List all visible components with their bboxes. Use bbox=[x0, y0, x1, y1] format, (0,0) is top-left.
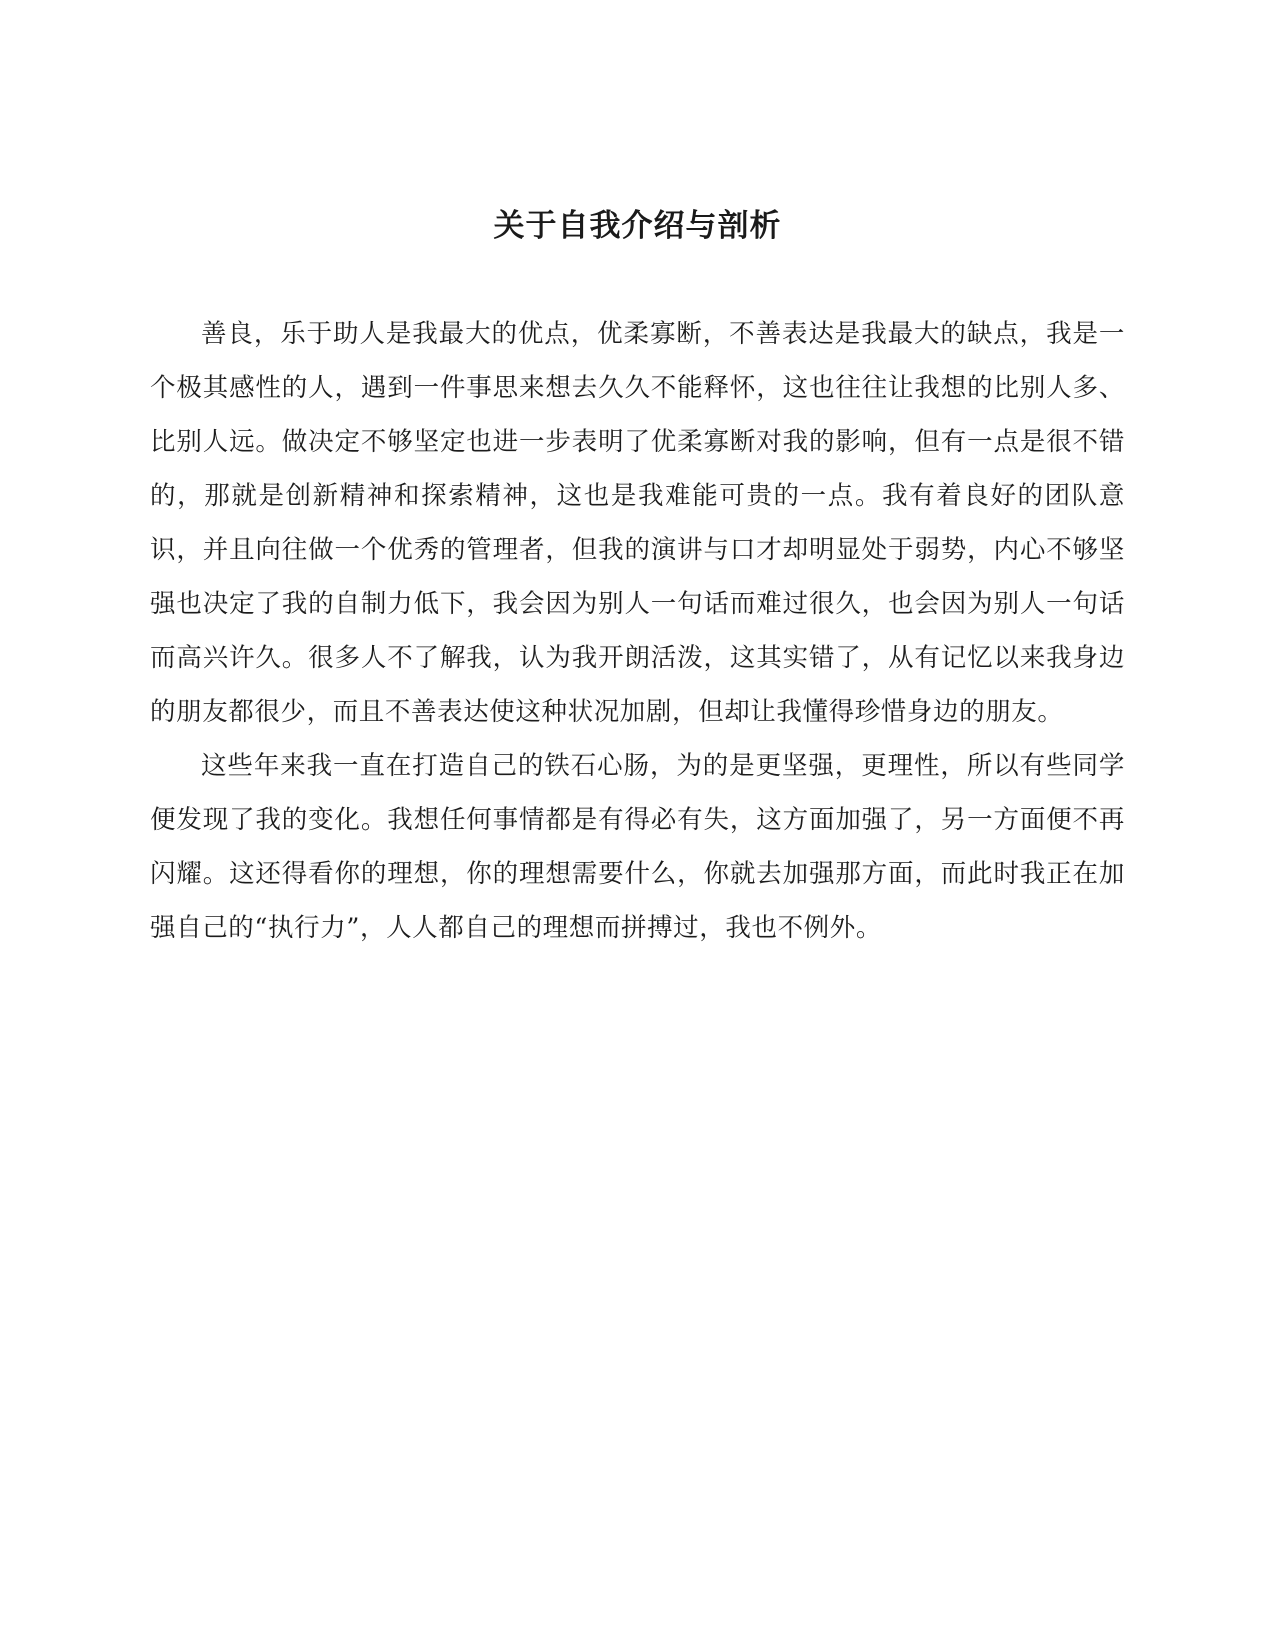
paragraph: 这些年来我一直在打造自己的铁石心肠，为的是更坚强，更理性，所以有些同学便发现了我的变化。我想任何事情都是有得必有失，这方面加强了，另一方面便不再闪耀。这还得看你的理想，你的理想需要什么，你就去加强那方面，而此时我正在加强自己的“执行力”，人人都自己的理想而拼搏过，我也不例外。 bbox=[150, 751, 1125, 943]
paragraph: 善良，乐于助人是我最大的优点，优柔寡断，不善表达是我最大的缺点，我是一个极其感性的人，遇到一件事思来想去久久不能释怀，这也往往让我想的比别人多、比别人远。做决定不够坚定也进一步表明了优柔寡断对我的影响，但有一点是很不错的，那就是创新精神和探索精神，这也是我难能可贵的一点。我有着良好的团队意识，并且向往做一个优秀的管理者，但我的演讲与口才却明显处于弱势，内心不够坚强也决定了我的自制力低下，我会因为别人一句话而难过很久，也会因为别人一句话而高兴许久。很多人不了解我，认为我开朗活泼，这其实错了，从有记忆以来我身边的朋友都很少，而且不善表达使这种状况加剧，但却让我懂得珍惜身边的朋友。 bbox=[150, 319, 1125, 727]
document-body bbox=[150, 307, 1125, 955]
page-title: 关于自我介绍与剖析 bbox=[493, 208, 782, 244]
